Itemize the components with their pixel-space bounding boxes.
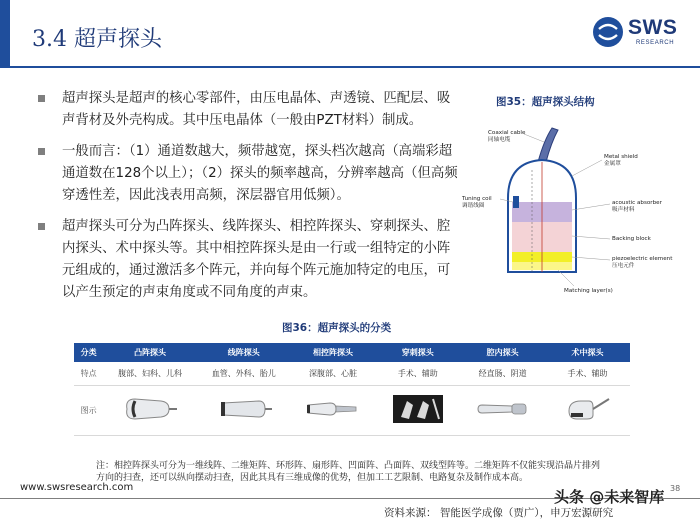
label-tuning-coil xyxy=(462,196,492,210)
bullet-item xyxy=(38,141,458,207)
bullet-item xyxy=(38,88,458,132)
bullet-text: 一般而言：（1）通道数越大，频带越宽，探头档次越高（高端彩超通道数在128个以上）；（2）探头的频率越高，分辨率越高（但高频穿透性差，因此浅表用高频，深层器官用低频）。 xyxy=(62,144,458,203)
convex-probe-icon xyxy=(121,391,179,427)
biopsy-probe-icon xyxy=(389,391,447,427)
label-en: Tuning coil xyxy=(462,196,492,202)
label-metal-shield xyxy=(604,154,638,168)
label-cn: 吸声材料 xyxy=(612,207,635,213)
label-cn: 金属罩 xyxy=(604,161,621,167)
endocavity-probe-icon xyxy=(474,391,532,427)
table-cell: 血管、外科、胎儿 xyxy=(197,362,291,385)
table-header-cell: 腔内探头 xyxy=(460,343,545,362)
intraoperative-probe-icon xyxy=(559,391,617,427)
logo-mark-icon xyxy=(592,16,624,48)
slide-header xyxy=(0,0,700,66)
source-text: 资料来源： 智能医学成像（贾广），申万宏源研究 xyxy=(384,507,614,519)
bullet-item xyxy=(38,216,458,304)
label-en: Coaxial cable xyxy=(488,130,526,136)
table-header-cell: 分类 xyxy=(74,343,103,362)
table-cell xyxy=(375,385,460,435)
table-row xyxy=(74,385,630,435)
linear-probe-icon xyxy=(215,391,273,427)
table-cell xyxy=(103,385,197,435)
table-header-cell: 术中探头 xyxy=(545,343,630,362)
bullet-list xyxy=(38,88,458,313)
label-en: Backing block xyxy=(612,236,651,242)
footer-url[interactable]: www.swsresearch.com xyxy=(20,482,134,493)
label-en: piezoelectric element xyxy=(612,256,673,262)
label-en: Matching layer(s) xyxy=(564,288,613,294)
table-cell xyxy=(291,385,376,435)
table-cell: 经直肠、阴道 xyxy=(460,362,545,385)
table-cell: 腹部、妇科、儿科 xyxy=(103,362,197,385)
label-backing-block xyxy=(612,236,651,243)
table-cell: 特点 xyxy=(74,362,103,385)
table-cell xyxy=(197,385,291,435)
label-coaxial-cable xyxy=(488,130,525,144)
page-title: 3.4 超声探头 xyxy=(32,27,162,52)
table-cell: 深腹部、心脏 xyxy=(291,362,376,385)
table-cell xyxy=(460,385,545,435)
table-header-cell: 线阵探头 xyxy=(197,343,291,362)
table-cell: 手术、辅助 xyxy=(545,362,630,385)
sws-logo xyxy=(592,14,688,50)
label-matching-layer xyxy=(564,288,613,295)
figure-35-caption: 图35：超声探头结构 xyxy=(496,96,595,108)
table-row xyxy=(74,362,630,385)
bullet-text: 超声探头是超声的核心零部件，由压电晶体、声透镜、匹配层、吸声背材及外壳构成。其中压电晶体（一般由PZT材料）制成。 xyxy=(62,91,451,128)
label-en: Metal shield xyxy=(604,154,638,160)
table-cell xyxy=(545,385,630,435)
table-header-row xyxy=(74,343,630,362)
figure-36-caption: 图36：超声探头的分类 xyxy=(282,322,392,334)
bullet-text: 超声探头可分为凸阵探头、线阵探头、相控阵探头、穿刺探头、腔内探头、术中探头等。其中相控阵探头是由一行或一组特定的小阵元组成的，通过激活多个阵元，并向每个阵元施加特定的电压，可以产生预定的声束角度或不同角度的声束。 xyxy=(62,219,451,300)
bullet-square-icon xyxy=(38,223,45,230)
table-cell: 手术、辅助 xyxy=(375,362,460,385)
label-cn: 同轴电缆 xyxy=(488,137,511,143)
phased-array-probe-icon xyxy=(304,391,362,427)
header-accent-bar xyxy=(0,0,10,66)
logo-subtext: RESEARCH xyxy=(636,40,675,46)
probe-classification-table xyxy=(74,343,630,436)
probe-structure-diagram xyxy=(452,110,698,305)
figure-note: 注：相控阵探头可分为一维线阵、二维矩阵、环形阵、扇形阵、凹面阵、凸面阵、双线型阵等。二维矩阵不仅能实现沿晶片排列方向的扫查，还可以纵向摆动扫查，因此其具有三维成像的优势，但加工工艺限制、电路复杂及制作成本高。 xyxy=(96,461,601,483)
label-acoustic-absorber xyxy=(612,200,662,214)
label-cn: 压电元件 xyxy=(612,263,635,269)
label-piezoelectric-element xyxy=(612,256,672,270)
table-header-cell: 穿刺探头 xyxy=(375,343,460,362)
bullet-square-icon xyxy=(38,148,45,155)
header-divider xyxy=(0,66,700,68)
table-header-cell: 相控阵探头 xyxy=(291,343,376,362)
label-en: acoustic absorber xyxy=(612,200,662,206)
table-cell: 图示 xyxy=(74,385,103,435)
table-header-cell: 凸阵探头 xyxy=(103,343,197,362)
logo-text: SWS xyxy=(628,16,678,39)
watermark-text: 头条 @未来智库 xyxy=(554,488,665,506)
page-number: 38 xyxy=(670,484,681,493)
bullet-square-icon xyxy=(38,95,45,102)
label-cn: 调谐线圈 xyxy=(462,203,485,209)
